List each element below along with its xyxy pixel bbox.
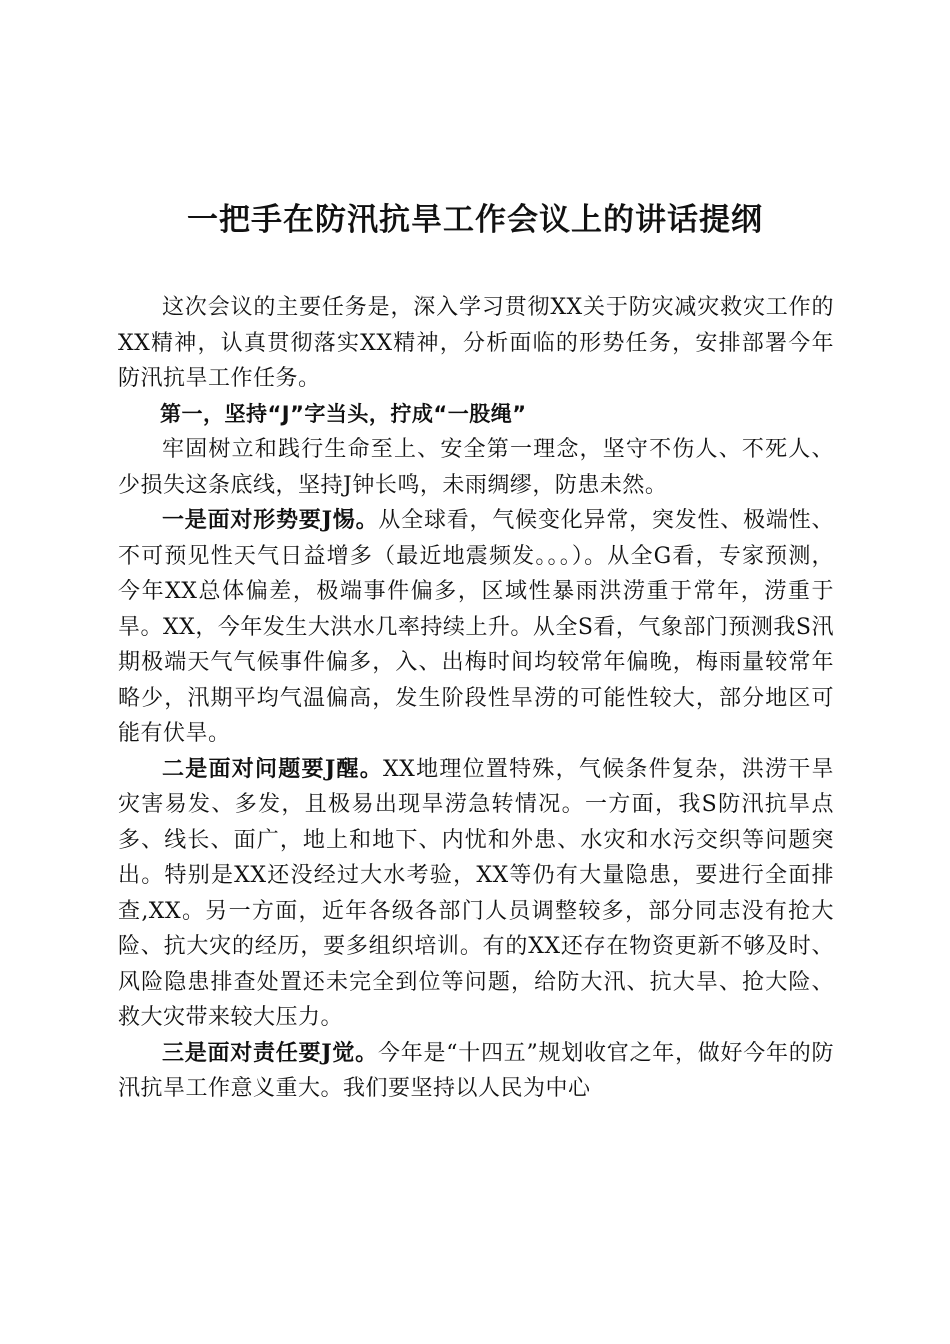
intro-paragraph: 这次会议的主要任务是，深入学习贯彻XX关于防灾减灾救灾工作的XX精神，认真贯彻落实XX精神，分析面临的形势任务，安排部署今年防汛抗旱工作任务。 bbox=[118, 295, 834, 391]
point-lead-2: 二是面对问题要J醒。 bbox=[162, 755, 383, 782]
point-paragraph-2 bbox=[118, 752, 834, 1036]
section-paragraph: 牢固树立和践行生命至上、安全第一理念，坚守不伤人、不死人、少损失这条底线，坚持J钟长鸣，未雨绸缪，防患未然。 bbox=[118, 437, 834, 498]
point-paragraph-3 bbox=[118, 1036, 834, 1107]
section-heading: 第一，坚持“J”字当头，拧成“一股绳” bbox=[160, 401, 527, 426]
point-lead-3: 三是面对责任要J觉。 bbox=[162, 1039, 378, 1066]
point-text-1: 从全球看，气候变化异常，突发性、极端性、不可预见性天气日益增多（最近地震频发。。。）。从全G看，专家预测，今年XX总体偏差，极端事件偏多，区域性暴雨洪涝重于常年，涝重于旱。XX，今年发生大洪水几率持续上升。从全S看，气象部门预测我S汛期极端天气气候事件偏多，入、出梅时间均较常年偏晚，梅雨量较常年略少，汛期平均气温偏高，发生阶段性旱涝的可能性较大，部分地区可能有伏旱。 bbox=[118, 508, 834, 746]
point-text-2: XX地理位置特殊，气候条件复杂，洪涝干旱灾害易发、多发，且极易出现旱涝急转情况。一方面，我S防汛抗旱点多、线长、面广，地上和地下、内忧和外患、水灾和水污交织等问题突出。特别是XX还没经过大水考验，XX等仍有大量隐患，要进行全面排查,XX。另一方面，近年各级各部门人员调整较多，部分同志没有抢大险、抗大灾的经历，要多组织培训。有的XX还存在物资更新不够及时、风险隐患排查处置还未完全到位等问题，给防大汛、抗大旱、抢大险、救大灾带来较大压力。 bbox=[118, 756, 834, 1030]
point-paragraph-1 bbox=[118, 503, 834, 752]
document-title: 一把手在防汛抗旱工作会议上的讲话提纲 bbox=[187, 202, 763, 238]
point-lead-1: 一是面对形势要J惕。 bbox=[162, 507, 379, 533]
point-text-3: 今年是“十四五”规划收官之年，做好今年的防汛抗旱工作意义重大。我们要坚持以人民为中心 bbox=[118, 1040, 834, 1101]
document-body bbox=[118, 290, 834, 1107]
